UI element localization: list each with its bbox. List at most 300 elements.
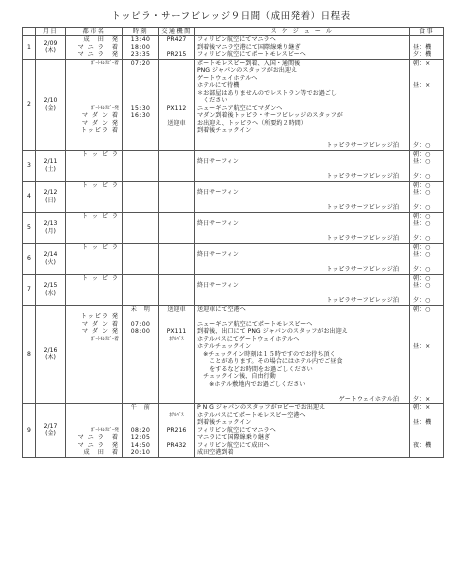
schedule-line: P N G ジャパンのスタッフがロビーでお出迎え: [197, 404, 326, 411]
day-of-week: (火): [45, 258, 56, 266]
meal-line: 昼：×: [413, 82, 431, 89]
time-cell: [123, 59, 159, 150]
time-cell: [123, 404, 159, 458]
date-value: 2/17: [43, 422, 58, 430]
time-line: [125, 313, 156, 321]
day-row: [23, 181, 444, 212]
transport-line: PR216: [166, 426, 187, 434]
meal-line: 朝：×: [413, 404, 431, 411]
meal-line: 朝：×: [413, 59, 431, 67]
city-line: [68, 158, 119, 166]
meal-line: [413, 166, 441, 174]
schedule-line: [197, 135, 407, 143]
schedule-line: [197, 197, 407, 205]
city-line: 成 田 発: [83, 36, 119, 43]
transport-line: [161, 266, 192, 274]
transport-line: [161, 358, 192, 366]
time-line: [125, 396, 156, 404]
day-of-week: (月): [45, 227, 56, 235]
schedule-line: 成田空港到着: [197, 449, 234, 456]
transport-line: [161, 166, 192, 174]
day-row: [23, 243, 444, 274]
meals-cell: [410, 181, 444, 212]
transport-line: PX112: [166, 104, 187, 112]
meal-line: [413, 97, 441, 105]
meal-line: [413, 127, 441, 135]
day-row: [23, 404, 444, 458]
meal-line: [413, 67, 441, 75]
day-number: 8: [23, 305, 36, 404]
day-number: 1: [23, 36, 36, 60]
day-date: [36, 243, 66, 274]
city-cell: [66, 36, 123, 60]
meals-cell: [410, 404, 444, 458]
meal-line: 夕：○: [413, 266, 431, 273]
city-line: [68, 75, 119, 83]
city-line: [68, 373, 119, 381]
time-line: [125, 120, 156, 128]
time-line: [125, 235, 156, 243]
header-time: 時刻: [123, 28, 159, 36]
schedule-line: トッピラサーフビレッジ泊: [326, 297, 399, 304]
time-line: [125, 381, 156, 389]
meal-line: 朝：○: [413, 243, 431, 251]
time-line: [125, 67, 156, 75]
transport-line: [161, 313, 192, 321]
transport-cell: [159, 181, 195, 212]
schedule-line: ホテルチェックイン: [197, 343, 252, 350]
meal-line: [413, 321, 441, 329]
transport-line: [161, 419, 192, 427]
day-row: [23, 274, 444, 305]
time-line: [125, 135, 156, 143]
city-line: ﾎﾟｰﾄﾓﾚｽﾋﾞｰ発: [90, 427, 119, 433]
transport-line: PR215: [166, 51, 187, 58]
schedule-line: [197, 275, 407, 283]
date-value: 2/16: [43, 346, 58, 354]
time-cell: [123, 181, 159, 212]
city-line: [68, 290, 119, 298]
transport-line: 送迎車: [167, 119, 186, 127]
transport-line: [161, 151, 192, 159]
day-date: [36, 181, 66, 212]
meal-line: [413, 112, 441, 120]
city-line: [68, 396, 119, 404]
city-line: ト ッ ピ ラ: [81, 181, 119, 189]
city-line: [68, 412, 119, 420]
time-line: [125, 419, 156, 427]
meal-line: [413, 412, 441, 420]
transport-line: [161, 396, 192, 404]
meal-line: [413, 388, 441, 396]
time-cell: [123, 274, 159, 305]
day-row: [23, 305, 444, 404]
meal-line: 夕：○: [413, 142, 431, 149]
meals-cell: [410, 36, 444, 60]
city-line: マ ニ ラ 着: [77, 43, 119, 51]
meal-line: 昼：○: [413, 282, 431, 289]
transport-line: [161, 297, 192, 305]
meal-line: [413, 197, 441, 205]
day-number: 6: [23, 243, 36, 274]
time-line: 午 前: [130, 404, 151, 411]
city-line: ト ッ ピ ラ: [81, 243, 119, 251]
day-of-week: (金): [45, 104, 56, 112]
meal-line: 朝：○: [413, 212, 431, 220]
city-line: [68, 297, 119, 305]
city-line: トッピラ 発: [80, 313, 119, 320]
transport-line: [161, 127, 192, 135]
day-of-week: (金): [45, 430, 56, 438]
meal-line: 夕：機: [413, 51, 432, 58]
schedule-line: 到着後、出口にて PNG ジャパンのスタッフがお出迎え: [197, 328, 348, 335]
header-transport: 交通機関: [159, 28, 195, 36]
schedule-cell: [195, 243, 410, 274]
transport-line: [161, 290, 192, 298]
city-line: [68, 67, 119, 75]
schedule-line: ニューギニア航空にてポートモレスビーへ: [197, 320, 313, 328]
meals-cell: [410, 150, 444, 181]
city-line: [68, 90, 119, 98]
schedule-line: ゲートウェイホテル泊: [338, 395, 399, 403]
city-line: トッピラ 着: [80, 127, 119, 134]
time-line: 18:00: [130, 43, 151, 51]
time-line: [125, 373, 156, 381]
city-line: [68, 235, 119, 243]
transport-line: PR432: [166, 441, 187, 449]
schedule-line: ください: [197, 97, 228, 104]
city-line: [68, 358, 119, 366]
meal-line: [413, 358, 441, 366]
schedule-line: フィリピン航空にてマニラへ: [197, 36, 276, 43]
day-number: 4: [23, 181, 36, 212]
transport-line: [161, 404, 192, 412]
time-line: 07:20: [130, 59, 151, 67]
meal-line: [413, 36, 441, 44]
time-line: 20:10: [130, 449, 151, 456]
schedule-line: ことがあります。その場合にはホテル内でご昼食: [197, 358, 343, 365]
itinerary-body: [23, 36, 444, 458]
meal-line: [413, 75, 441, 83]
date-value: 2/12: [43, 189, 58, 196]
meal-line: 夕：○: [413, 173, 431, 180]
time-line: [125, 151, 156, 159]
time-cell: [123, 305, 159, 404]
schedule-line: トッピラサーフビレッジ泊: [326, 173, 399, 180]
transport-line: [161, 97, 192, 105]
meals-cell: [410, 274, 444, 305]
day-date: [36, 150, 66, 181]
schedule-cell: [195, 404, 410, 458]
header-meals: 食事: [410, 28, 444, 36]
transport-line: [161, 213, 192, 221]
time-line: [125, 97, 156, 105]
date-value: 2/11: [43, 158, 58, 165]
schedule-line: 終日サーフィン: [197, 282, 239, 289]
time-line: [125, 244, 156, 252]
time-line: 16:30: [130, 112, 151, 119]
city-line: ﾎﾟｰﾄﾓﾚｽﾋﾞｰ発: [90, 105, 119, 111]
meals-cell: [410, 212, 444, 243]
meal-line: [413, 373, 441, 381]
city-cell: [66, 305, 123, 404]
header-city: 都市名: [66, 28, 123, 36]
time-line: [125, 388, 156, 396]
time-cell: [123, 212, 159, 243]
time-line: 08:00: [130, 328, 151, 335]
time-line: [125, 213, 156, 221]
transport-line: [161, 228, 192, 236]
meal-line: [413, 120, 441, 128]
meal-line: [413, 313, 441, 321]
city-line: [68, 82, 119, 90]
schedule-line: トッピラサーフビレッジ泊: [326, 235, 399, 242]
meal-line: 朝：○: [413, 274, 431, 282]
schedule-line: [197, 313, 407, 321]
city-line: [68, 404, 119, 412]
meal-line: [413, 366, 441, 374]
transport-line: 送迎車: [167, 305, 186, 313]
transport-line: [161, 135, 192, 143]
time-line: [125, 220, 156, 228]
day-of-week: (水): [45, 289, 56, 297]
transport-line: [161, 82, 192, 90]
transport-line: PR427: [166, 36, 187, 43]
city-line: [68, 220, 119, 228]
meal-line: 昼：×: [413, 343, 431, 350]
transport-line: [161, 282, 192, 290]
meal-line: [413, 328, 441, 336]
transport-line: [161, 220, 192, 228]
schedule-line: 終日サーフィン: [197, 158, 239, 165]
meal-line: 夕：○: [413, 235, 431, 242]
transport-line: [161, 321, 192, 329]
page-title: トッピラ・サーフビレッジ９日間（成田発着）日程表: [111, 11, 351, 22]
schedule-line: ホテルバスにてポートモレスビー空港へ: [197, 411, 306, 419]
header-date: 月日: [36, 28, 66, 36]
header-day: [23, 28, 36, 36]
city-cell: [66, 212, 123, 243]
city-line: [68, 135, 119, 143]
time-line: [125, 343, 156, 351]
transport-line: [161, 204, 192, 212]
city-line: [68, 306, 119, 314]
schedule-line: ＊お部屋はありませんのでレストラン等でお過ごし: [197, 89, 337, 97]
time-line: 12:05: [130, 434, 151, 441]
transport-line: [161, 197, 192, 205]
schedule-cell: [195, 212, 410, 243]
transport-line: [161, 366, 192, 374]
transport-cell: [159, 243, 195, 274]
meal-line: 夕：○: [413, 297, 431, 304]
schedule-line: ※チェックイン時刻は１５時ですのでお待ち頂く: [197, 350, 336, 358]
city-line: [68, 173, 119, 181]
meal-line: 朝：○: [413, 150, 431, 158]
meal-line: 朝：○: [413, 181, 431, 189]
city-line: 成 田 着: [83, 449, 119, 456]
day-date: [36, 212, 66, 243]
meal-line: [413, 336, 441, 344]
time-line: [125, 182, 156, 190]
time-line: 07:00: [130, 320, 151, 328]
transport-line: PX111: [166, 328, 187, 335]
schedule-line: 到着後マニラ空港にて国際線乗り継ぎ: [197, 43, 301, 51]
time-line: 08:20: [130, 426, 151, 434]
time-line: [125, 275, 156, 283]
city-line: [68, 97, 119, 105]
schedule-line: [197, 259, 407, 267]
schedule-line: [197, 213, 407, 221]
day-of-week: (木): [45, 47, 56, 55]
day-date: [36, 36, 66, 60]
transport-line: [161, 67, 192, 75]
meal-line: 昼：機: [413, 419, 432, 426]
day-date: [36, 305, 66, 404]
time-line: [125, 297, 156, 305]
time-line: 15:30: [130, 104, 151, 112]
transport-line: ﾎﾃﾙﾊﾞｽ: [169, 336, 184, 342]
day-row: [23, 36, 444, 60]
day-date: [36, 274, 66, 305]
schedule-line: 到着後チェックイン: [197, 127, 252, 134]
day-number: 7: [23, 274, 36, 305]
transport-cell: [159, 212, 195, 243]
schedule-line: [197, 244, 407, 252]
city-line: [68, 228, 119, 236]
schedule-line: 終日サーフィン: [197, 189, 239, 196]
time-line: [125, 173, 156, 181]
schedule-cell: [195, 36, 410, 60]
city-line: [68, 204, 119, 212]
meal-line: 昼：○: [413, 220, 431, 227]
meals-cell: [410, 59, 444, 150]
schedule-line: ホテルバスにてゲートウェイホテルへ: [197, 335, 300, 343]
time-line: [125, 412, 156, 420]
city-cell: [66, 59, 123, 150]
time-line: [125, 336, 156, 344]
city-line: [68, 189, 119, 197]
transport-line: [161, 434, 192, 442]
city-cell: [66, 150, 123, 181]
meal-line: [413, 434, 441, 442]
transport-line: [161, 173, 192, 181]
transport-line: [161, 259, 192, 267]
schedule-line: [197, 290, 407, 298]
time-line: [125, 75, 156, 83]
date-value: 2/15: [43, 282, 58, 289]
city-line: [68, 142, 119, 150]
schedule-line: ※ホテル敷地内でお過ごしください: [197, 380, 306, 388]
city-cell: [66, 181, 123, 212]
transport-line: [161, 189, 192, 197]
city-line: マ ダ ン 着: [81, 320, 119, 328]
city-line: マ ダ ン 発: [81, 328, 119, 335]
meal-line: 夕：×: [413, 395, 431, 403]
meal-line: 夕：○: [413, 204, 431, 211]
time-line: [125, 266, 156, 274]
schedule-line: マニラにて国際線乗り継ぎ: [197, 434, 271, 441]
schedule-line: PNG ジャパンのスタッフがお出迎え: [197, 67, 298, 74]
date-value: 2/09: [43, 39, 58, 47]
transport-cell: [159, 305, 195, 404]
transport-cell: [159, 36, 195, 60]
meal-line: [413, 381, 441, 389]
schedule-line: [197, 388, 407, 396]
time-line: 23:35: [130, 51, 151, 58]
transport-line: [161, 158, 192, 166]
city-line: [68, 282, 119, 290]
day-row: [23, 150, 444, 181]
time-line: [125, 158, 156, 166]
day-row: [23, 59, 444, 150]
schedule-line: ホテルにて待機: [197, 82, 240, 89]
time-line: 14:50: [130, 441, 151, 449]
date-value: 2/14: [43, 251, 58, 258]
city-cell: [66, 243, 123, 274]
time-cell: [123, 243, 159, 274]
transport-line: [161, 182, 192, 190]
meal-line: [413, 90, 441, 98]
transport-line: [161, 343, 192, 351]
time-cell: [123, 150, 159, 181]
city-line: ﾎﾟｰﾄﾓﾚｽﾋﾞｰ着: [90, 336, 119, 342]
schedule-line: 送迎車にて空港へ: [197, 305, 246, 313]
time-line: [125, 82, 156, 90]
transport-line: [161, 351, 192, 359]
schedule-cell: [195, 59, 410, 150]
meal-line: [413, 135, 441, 143]
schedule-line: [197, 151, 407, 159]
time-line: [125, 290, 156, 298]
meal-line: [413, 351, 441, 359]
schedule-line: フィリピン航空にてマニラへ: [197, 426, 276, 434]
city-line: [68, 419, 119, 427]
meal-line: [413, 105, 441, 113]
city-line: マ ニ ラ 着: [77, 434, 119, 441]
time-line: [125, 127, 156, 135]
schedule-line: お出迎え、トッピラへ（所要約２時間）: [197, 119, 307, 127]
day-row: [23, 212, 444, 243]
transport-line: [161, 275, 192, 283]
city-line: [68, 197, 119, 205]
city-line: [68, 381, 119, 389]
schedule-line: をするなどお時間をお過ごしください: [197, 365, 313, 373]
schedule-line: トッピラサーフビレッジ泊: [326, 204, 399, 211]
schedule-line: フィリピン航空にて成田へ: [197, 441, 270, 449]
city-line: マ ニ ラ 発: [77, 51, 119, 58]
day-number: 3: [23, 150, 36, 181]
schedule-line: [197, 228, 407, 236]
time-line: [125, 90, 156, 98]
schedule-line: マダン到着後トッピラ・サーフビレッジのスタッフが: [197, 112, 343, 119]
day-number: 5: [23, 212, 36, 243]
time-line: 13:40: [130, 36, 151, 43]
itinerary-table: [22, 27, 444, 458]
transport-line: [161, 244, 192, 252]
city-line: [68, 259, 119, 267]
transport-line: [161, 449, 192, 457]
transport-line: [161, 60, 192, 68]
header-row: [23, 28, 444, 36]
city-line: [68, 388, 119, 396]
time-line: [125, 358, 156, 366]
transport-line: [161, 142, 192, 150]
schedule-line: 到着後チェックイン: [197, 419, 252, 426]
schedule-line: 終日サーフィン: [197, 251, 239, 258]
meal-line: [413, 228, 441, 236]
schedule-cell: [195, 274, 410, 305]
time-line: [125, 251, 156, 259]
